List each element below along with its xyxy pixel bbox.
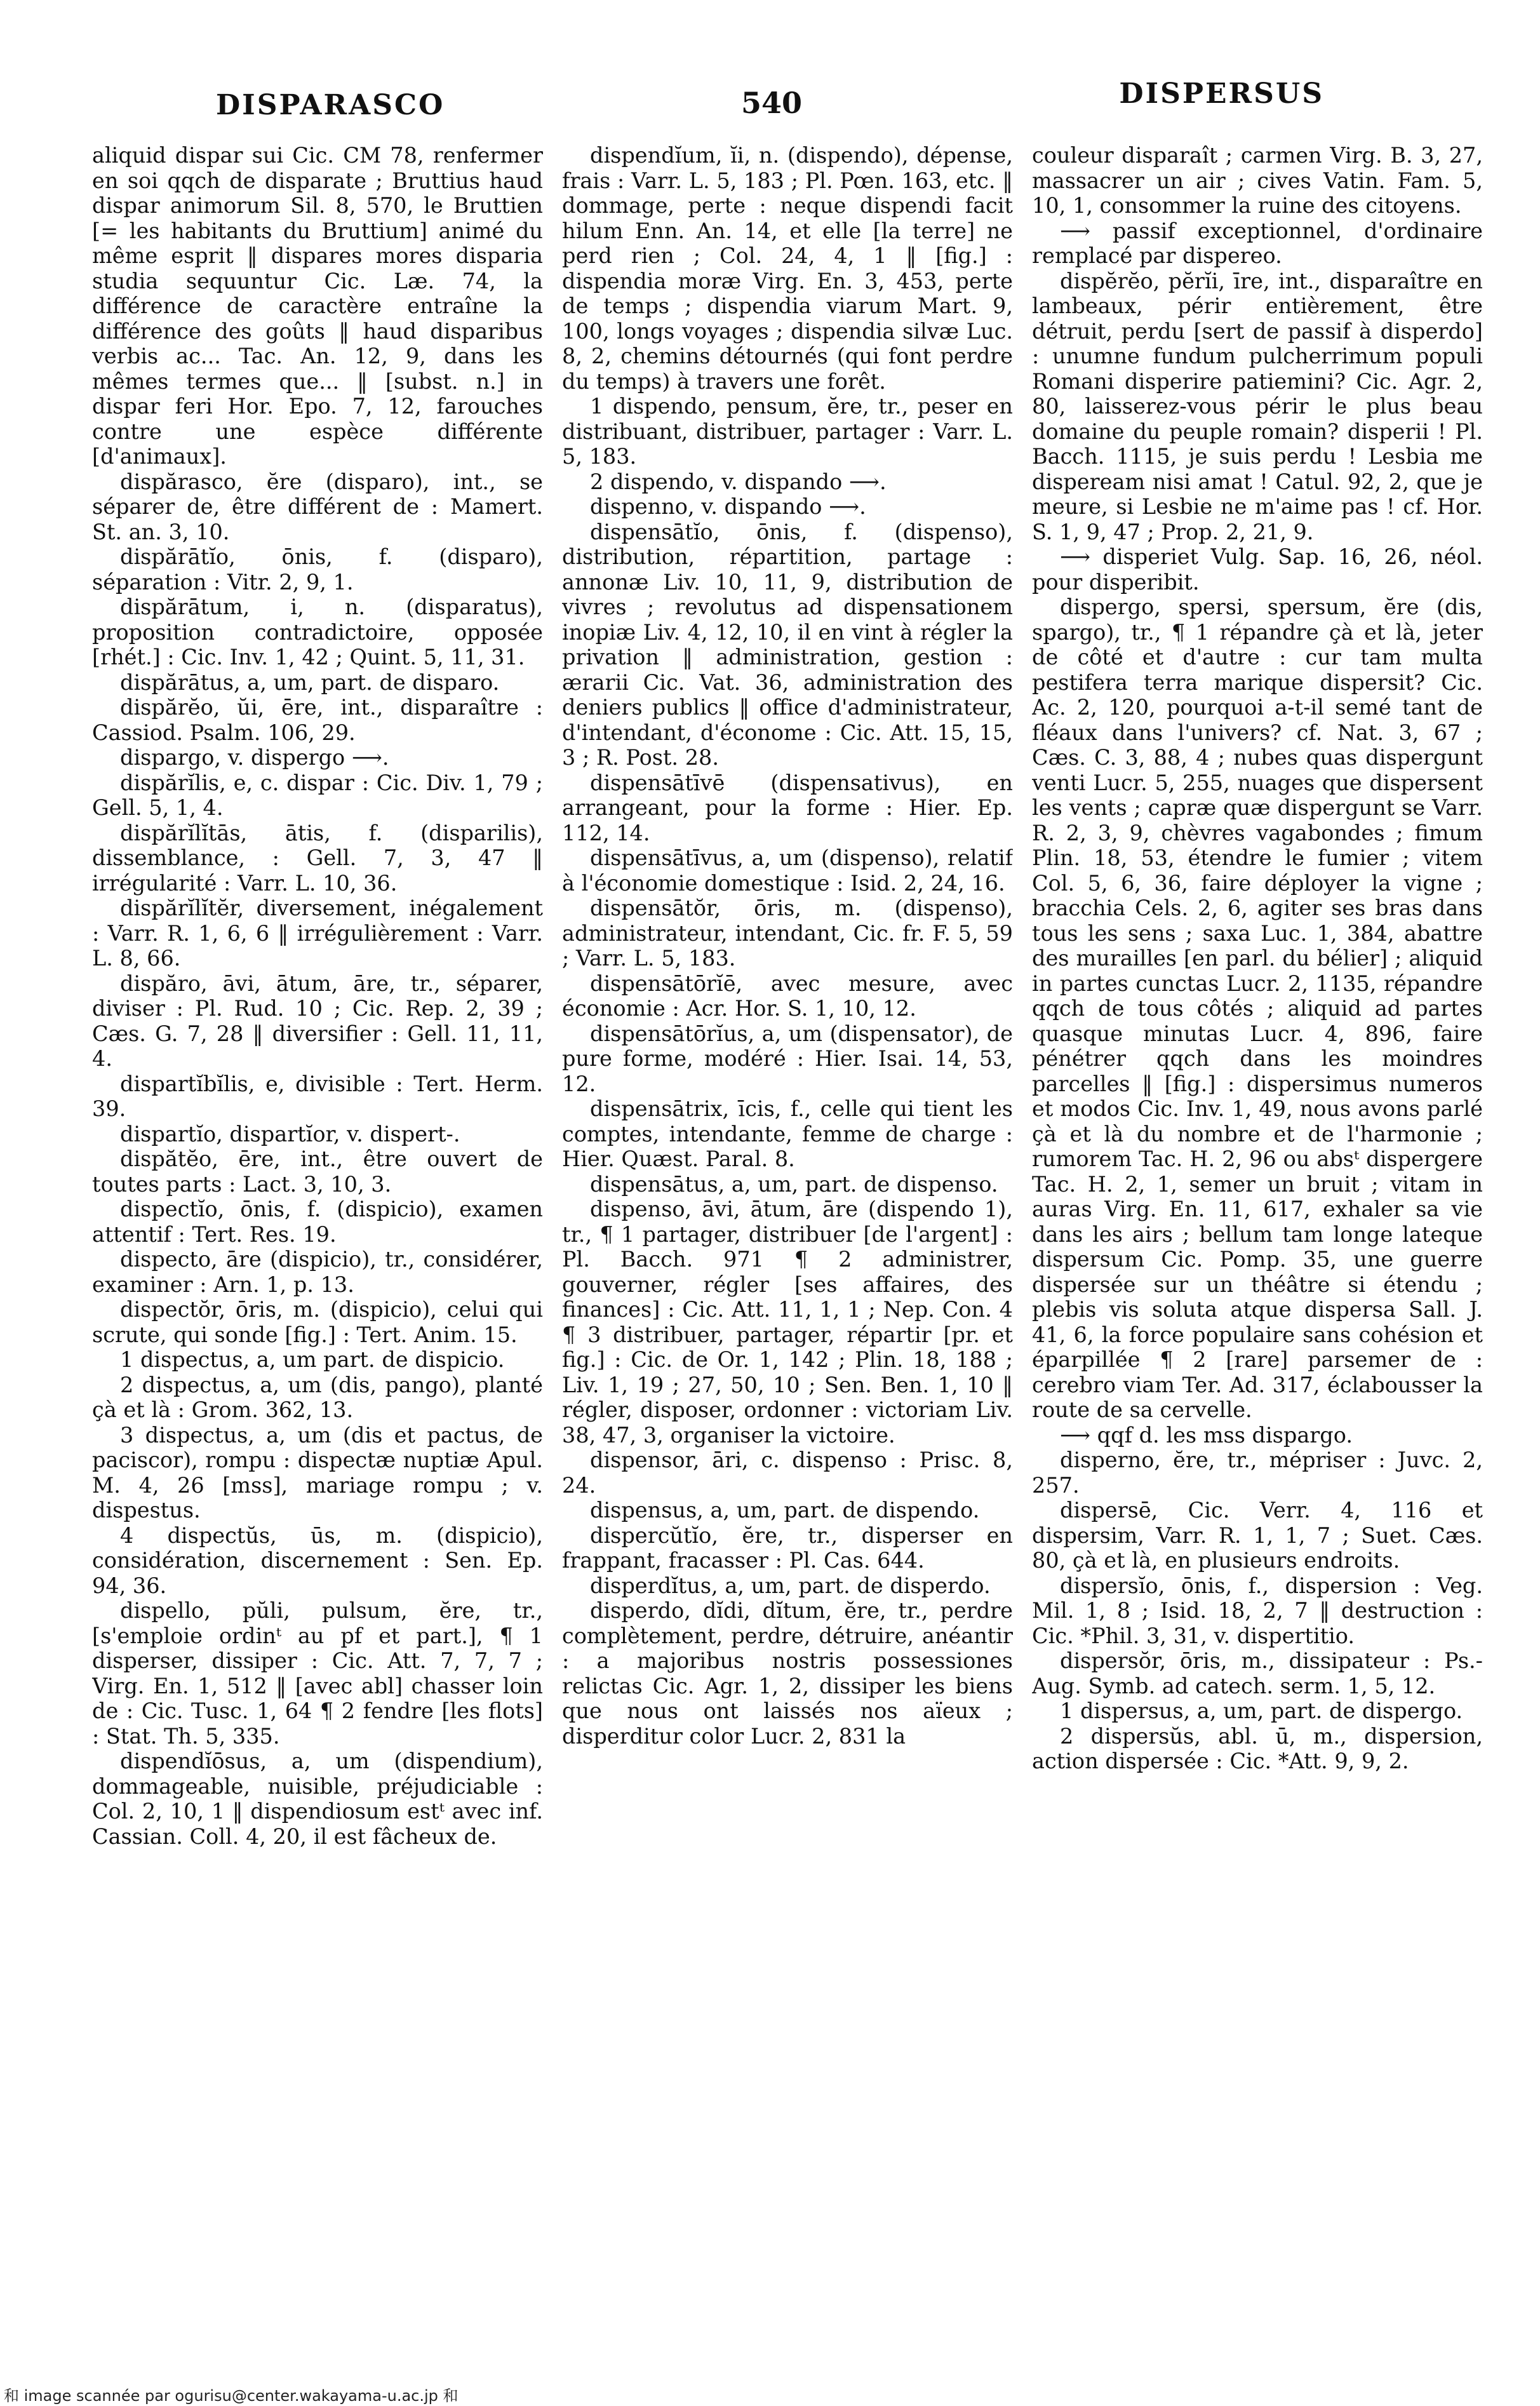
dictionary-entry: dispĕrĕo, pĕrĭi, īre, int., disparaître en lambeaux, périr entièrement, être détruit, perdu [sert de passif à disperdo] : unumne fundum pulcherrimum populi Romani disperire patiemini? Cic. Agr. 2, 80, laisserez-vous périr le plus beau domaine du peuple romain? disperii ! Pl. Bacch. 1115, je suis perdu ! Lesbia me dispeream nisi amat ! Catul. 92, 2, que je meure, si Lesbie ne m'aime pas ! cf. Hor. S. 1, 9, 47 ; Prop. 2, 21, 9. — [1032, 268, 1483, 544]
dictionary-entry: 4 dispectŭs, ūs, m. (dispicio), considération, discernement : Sen. Ep. 94, 36. — [92, 1522, 543, 1598]
dictionary-entry: dispensātus, a, um, part. de dispenso. — [590, 1171, 998, 1197]
dictionary-entry: dispenno, v. dispando ⟶. — [590, 494, 866, 519]
dictionary-entry: dispensātrix, īcis, f., celle qui tient les comptes, intendante, femme de charge : Hier. Quæst. Paral. 8. — [562, 1096, 1013, 1171]
dictionary-entry: dispercŭtĭo, ĕre, tr., disperser en frappant, fracasser : Pl. Cas. 644. — [562, 1522, 1013, 1573]
dictionary-entry: dispărĭlis, e, c. dispar : Cic. Div. 1, 79 ; Gell. 5, 1, 4. — [92, 770, 543, 820]
dictionary-entry: dispărātum, i, n. (disparatus), proposition contradictoire, opposée [rhét.] : Cic. Inv. 1, 42 ; Quint. 5, 11, 31. — [92, 595, 543, 669]
running-head-left: DISPARASCO — [216, 89, 445, 121]
scan-footer: 和 image scannée par ogurisu@center.wakayama-u.ac.jp 和 — [4, 2387, 459, 2405]
dictionary-entry: 2 dispendo, v. dispando ⟶. — [590, 469, 887, 494]
dictionary-entry: dispărātĭo, ōnis, f. (disparo), séparation : Vitr. 2, 9, 1. — [92, 544, 543, 595]
dictionary-entry: dispensus, a, um, part. de dispendo. — [590, 1498, 980, 1522]
dictionary-entry: 2 dispectus, a, um (dis, pango), planté çà et là : Grom. 362, 13. — [92, 1372, 543, 1422]
dictionary-entry: dispargo, v. dispergo ⟶. — [120, 745, 389, 770]
dictionary-entry: dispensātīvus, a, um (dispenso), relatif à l'économie domestique : Isid. 2, 24, 16. — [562, 845, 1013, 896]
dictionary-entry: disperdo, dĭdi, dĭtum, ĕre, tr., perdre complètement, perdre, détruire, anéantir : a majoribus nostris possessiones relictas Cic. Agr. 1, 2, dissiper les biens que nous ont laissés nos aïeux ; disperditur color Lucr. 2, 831 la — [562, 1598, 1013, 1749]
dictionary-entry: dispensātĭo, ōnis, f. (dispenso), distribution, répartition, partage : annonæ Liv. 10, 11, 9, distribution de vivres ; revolutus ad dispensationem inopiæ Liv. 4, 12, 10, il en vint à régler la privation ‖ administration, gestion : ærarii Cic. Vat. 36, administration des deniers publics ‖ office d'administrateur, d'intendant, d'économe : Cic. Att. 15, 15, 3 ; R. Post. 28. — [562, 519, 1013, 770]
column-left — [92, 143, 543, 2312]
dictionary-entry: aliquid dispar sui Cic. CM 78, renfermer en soi qqch de disparate ; Bruttius haud dispar animorum Sil. 8, 570, le Bruttien [= les habitants du Bruttium] animé du même esprit ‖ dispares mores disparia studia sequuntur Cic. Læ. 74, la différence de caractère entraîne la différence des goûts ‖ haud disparibus verbis ac... Tac. An. 12, 9, dans les mêmes termes que... ‖ [subst. n.] in dispar feri Hor. Epo. 7, 12, farouches contre une espèce différente [d'animaux]. — [92, 143, 543, 469]
dictionary-entry: dispersŏr, ōris, m., dissipateur : Ps.-Aug. Symb. ad catech. serm. 1, 5, 12. — [1032, 1648, 1483, 1698]
dictionary-entry: disperdĭtus, a, um, part. de disperdo. — [590, 1573, 991, 1598]
dictionary-entry: dispello, pŭli, pulsum, ĕre, tr., [s'emploie ordinᵗ au pf et part.], ¶ 1 disperser, dissiper : Cic. Att. 7, 7, 7 ; Virg. En. 1, 512 ‖ [avec abl] chasser loin de : Cic. Tusc. 1, 64 ¶ 2 fendre [les flots] : Stat. Th. 5, 335. — [92, 1598, 543, 1749]
dictionary-entry: couleur disparaît ; carmen Virg. B. 3, 27, massacrer un air ; cives Vatin. Fam. 5, 10, 1, consommer la ruine des citoyens. — [1032, 143, 1483, 218]
dictionary-entry: dispensātōrĭē, avec mesure, avec économie : Acr. Hor. S. 1, 10, 12. — [562, 971, 1013, 1021]
dictionary-entry: dispărasco, ĕre (disparo), int., se séparer de, être différent de : Mamert. St. an. 3, 10. — [92, 469, 543, 544]
running-head-right: DISPERSUS — [1119, 77, 1324, 110]
page-header — [0, 0, 1540, 140]
dictionary-entry: dispersē, Cic. Verr. 4, 116 et dispersim, Varr. R. 1, 1, 7 ; Suet. Cæs. 80, çà et là, en plusieurs endroits. — [1032, 1498, 1483, 1573]
dictionary-entry: dispartĭbĭlis, e, divisible : Tert. Herm. 39. — [92, 1071, 543, 1121]
dictionary-entry: 2 dispersŭs, abl. ū, m., dispersion, action dispersée : Cic. *Att. 9, 9, 2. — [1032, 1723, 1483, 1773]
dictionary-entry: ⟶ disperiet Vulg. Sap. 16, 26, néol. pour disperibit. — [1032, 544, 1483, 595]
dictionary-entry: dispergo, spersi, spersum, ĕre (dis, spargo), tr., ¶ 1 répandre çà et là, jeter de côté et d'autre : cur tam multa pestifera terra marique dispersit? Cic. Ac. 2, 120, pourquoi a-t-il semé tant de fléaux dans l'univers? cf. Nat. 3, 67 ; Cæs. C. 3, 88, 4 ; nubes quas dispergunt venti Lucr. 5, 255, nuages que dispersent les vents ; capræ quæ dispergunt se Varr. R. 2, 3, 9, chèvres vagabondes ; fimum Plin. 18, 53, étendre le fumier ; vitem Col. 5, 6, 36, faire déployer la vigne ; bracchia Cels. 2, 6, agiter ses bras dans tous les sens ; saxa Luc. 1, 384, abattre des murailles [en parl. du bélier] ; aliquid in partes cunctas Lucr. 2, 1135, répandre qqch de tous côtés ; aliquid ad partes quasque minutas Lucr. 4, 896, faire pénétrer qqch dans les moindres parcelles ‖ [fig.] : dispersimus numeros et modos Cic. Inv. 1, 49, nous avons parlé çà et là du nombre et de l'harmonie ; rumorem Tac. H. 2, 96 ou absᵗ dispergere Tac. H. 2, 1, semer un bruit ; vitam in auras Virg. En. 11, 617, exhaler sa vie dans les airs ; bellum tam longe lateque dispersum Cic. Pomp. 35, une guerre dispersée sur un théâtre si étendu ; plebis vis soluta atque dispersa Sall. J. 41, 6, la force populaire sans cohésion et éparpillée ¶ 2 [rare] parsemer de : cerebro viam Ter. Ad. 317, éclabousser la route de sa cervelle. — [1032, 595, 1483, 1422]
dictionary-entry: dispendĭum, ĭi, n. (dispendo), dépense, frais : Varr. L. 5, 183 ; Pl. Pœn. 163, etc. ‖ dommage, perte : neque dispendi facit hilum Enn. An. 14, et elle [la terre] ne perd rien ; Col. 24, 4, 1 ‖ [fig.] : dispendia moræ Virg. En. 3, 453, perte de temps ; dispendia viarum Mart. 9, 100, longs voyages ; dispendia silvæ Luc. 8, 2, chemins détournés (qui font perdre du temps) à travers une forêt. — [562, 143, 1013, 394]
dictionary-entry: dispărĭlĭtās, ātis, f. (disparilis), dissemblance, : Gell. 7, 3, 47 ‖ irrégularité : Varr. L. 10, 36. — [92, 820, 543, 896]
dictionary-entry: dispersĭo, ōnis, f., dispersion : Veg. Mil. 1, 8 ; Isid. 18, 2, 7 ‖ destruction : Cic. *Phil. 3, 31, v. dispertitio. — [1032, 1573, 1483, 1648]
dictionary-entry: dispărātus, a, um, part. de disparo. — [120, 669, 500, 695]
dictionary-entry: ⟶ passif exceptionnel, d'ordinaire remplacé par dispereo. — [1032, 218, 1483, 268]
page-number: 540 — [740, 86, 803, 120]
dictionary-entry: ⟶ qqf d. les mss dispargo. — [1060, 1422, 1353, 1448]
dictionary-entry: 1 dispersus, a, um, part. de dispergo. — [1060, 1698, 1463, 1723]
dictionary-entry: disperno, ĕre, tr., mépriser : Juvc. 2, 257. — [1032, 1448, 1483, 1498]
dictionary-entry: 1 dispectus, a, um part. de dispicio. — [120, 1347, 505, 1372]
dictionary-entry: dispenso, āvi, ātum, āre (dispendo 1), tr., ¶ 1 partager, distribuer [de l'argent] : Pl. Bacch. 971 ¶ 2 administrer, gouverner, régler [ses affaires, des finances] : Cic. Att. 11, 1, 1 ; Nep. Con. 4 ¶ 3 distribuer, partager, répartir [pr. et fig.] : Cic. de Or. 1, 142 ; Plin. 18, 188 ; Liv. 1, 19 ; 27, 50, 10 ; Sen. Ben. 1, 10 ‖ régler, disposer, ordonner : victoriam Liv. 38, 47, 3, organiser la victoire. — [562, 1197, 1013, 1448]
dictionary-entry: 3 dispectus, a, um (dis et pactus, de paciscor), rompu : dispectæ nuptiæ Apul. M. 4, 26 [mss], mariage rompu ; v. dispestus. — [92, 1422, 543, 1522]
dictionary-columns — [92, 143, 1483, 2312]
column-middle — [562, 143, 1013, 2312]
dictionary-entry: dispăro, āvi, ātum, āre, tr., séparer, diviser : Pl. Rud. 10 ; Cic. Rep. 2, 39 ; Cæs. G. 7, 28 ‖ diversifier : Gell. 11, 11, 4. — [92, 971, 543, 1071]
dictionary-entry: dispărĕo, ŭi, ēre, int., disparaître : Cassiod. Psalm. 106, 29. — [92, 695, 543, 745]
dictionary-entry: dispătĕo, ēre, int., être ouvert de toutes parts : Lact. 3, 10, 3. — [92, 1146, 543, 1197]
column-right — [1032, 143, 1483, 2312]
dictionary-entry: dispărĭlĭtĕr, diversement, inégalement : Varr. R. 1, 6, 6 ‖ irrégulièrement : Varr. L. 8, 66. — [92, 896, 543, 971]
dictionary-entry: 1 dispendo, pensum, ĕre, tr., peser en distribuant, distribuer, partager : Varr. L. 5, 183. — [562, 394, 1013, 469]
dictionary-entry: dispecto, āre (dispicio), tr., considérer, examiner : Arn. 1, p. 13. — [92, 1247, 543, 1297]
dictionary-entry: dispectĭo, ōnis, f. (dispicio), examen attentif : Tert. Res. 19. — [92, 1197, 543, 1247]
dictionary-entry: dispensātīvē (dispensativus), en arrangeant, pour la forme : Hier. Ep. 112, 14. — [562, 770, 1013, 845]
dictionary-entry: dispensor, āri, c. dispenso : Prisc. 8, 24. — [562, 1448, 1013, 1498]
dictionary-entry: dispensātōrĭus, a, um (dispensator), de pure forme, modéré : Hier. Isai. 14, 53, 12. — [562, 1021, 1013, 1096]
dictionary-entry: dispendĭōsus, a, um (dispendium), dommageable, nuisible, préjudiciable : Col. 2, 10, 1 ‖ dispendiosum estᵗ avec inf. Cassian. Coll. 4, 20, il est fâcheux de. — [92, 1749, 543, 1849]
dictionary-entry: dispectŏr, ōris, m. (dispicio), celui qui scrute, qui sonde [fig.] : Tert. Anim. 15. — [92, 1297, 543, 1347]
dictionary-entry: dispartĭo, dispartĭor, v. dispert-. — [120, 1121, 460, 1146]
dictionary-entry: dispensātŏr, ōris, m. (dispenso), administrateur, intendant, Cic. fr. F. 5, 59 ; Varr. L. 5, 183. — [562, 896, 1013, 971]
